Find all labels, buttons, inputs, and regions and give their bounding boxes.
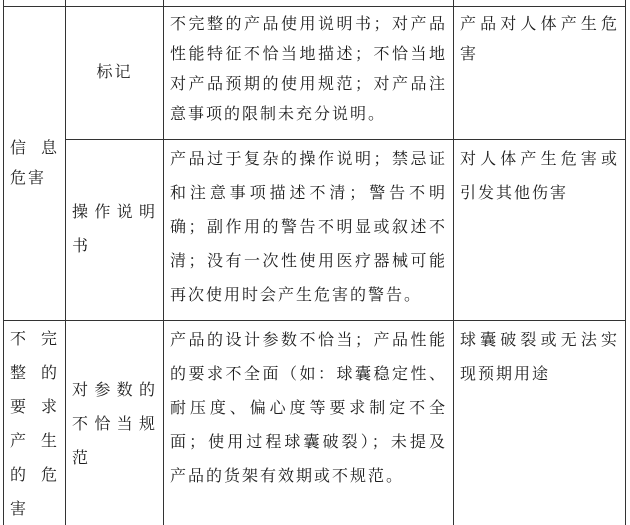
consequence-cell: 对人体产生危害或引发其他伤害 xyxy=(454,140,626,321)
table-row xyxy=(4,7,626,140)
risk-analysis-table xyxy=(3,0,626,525)
description-cell: 产品的设计参数不恰当；产品性能的要求不全面（如：球囊稳定性、耐压度、偏心度等要求制定不全面；使用过程球囊破裂）；未提及产品的货架有效期或不规范。 xyxy=(164,321,454,525)
description-cell: 不完整的产品使用说明书；对产品性能特征不恰当地描述；不恰当地对产品预期的使用规范；对产品注意事项的限制未充分说明。 xyxy=(164,7,454,140)
sub-category-cell: 操作说明书 xyxy=(66,140,164,321)
sub-category-cell: 标记 xyxy=(66,7,164,140)
hazard-category-cell: 信息危害 xyxy=(4,7,66,321)
table-row xyxy=(4,140,626,321)
hazard-category-cell: 不完整的要求产生的危害 xyxy=(4,321,66,525)
consequence-cell: 球囊破裂或无法实现预期用途 xyxy=(454,321,626,525)
sub-category-cell: 对参数的不恰当规范 xyxy=(66,321,164,525)
description-cell: 产品过于复杂的操作说明；禁忌证和注意事项描述不清；警告不明确；副作用的警告不明显或叙述不清；没有一次性使用医疗器械可能再次使用时会产生危害的警告。 xyxy=(164,140,454,321)
table-row xyxy=(4,321,626,525)
consequence-cell: 产品对人体产生危害 xyxy=(454,7,626,140)
